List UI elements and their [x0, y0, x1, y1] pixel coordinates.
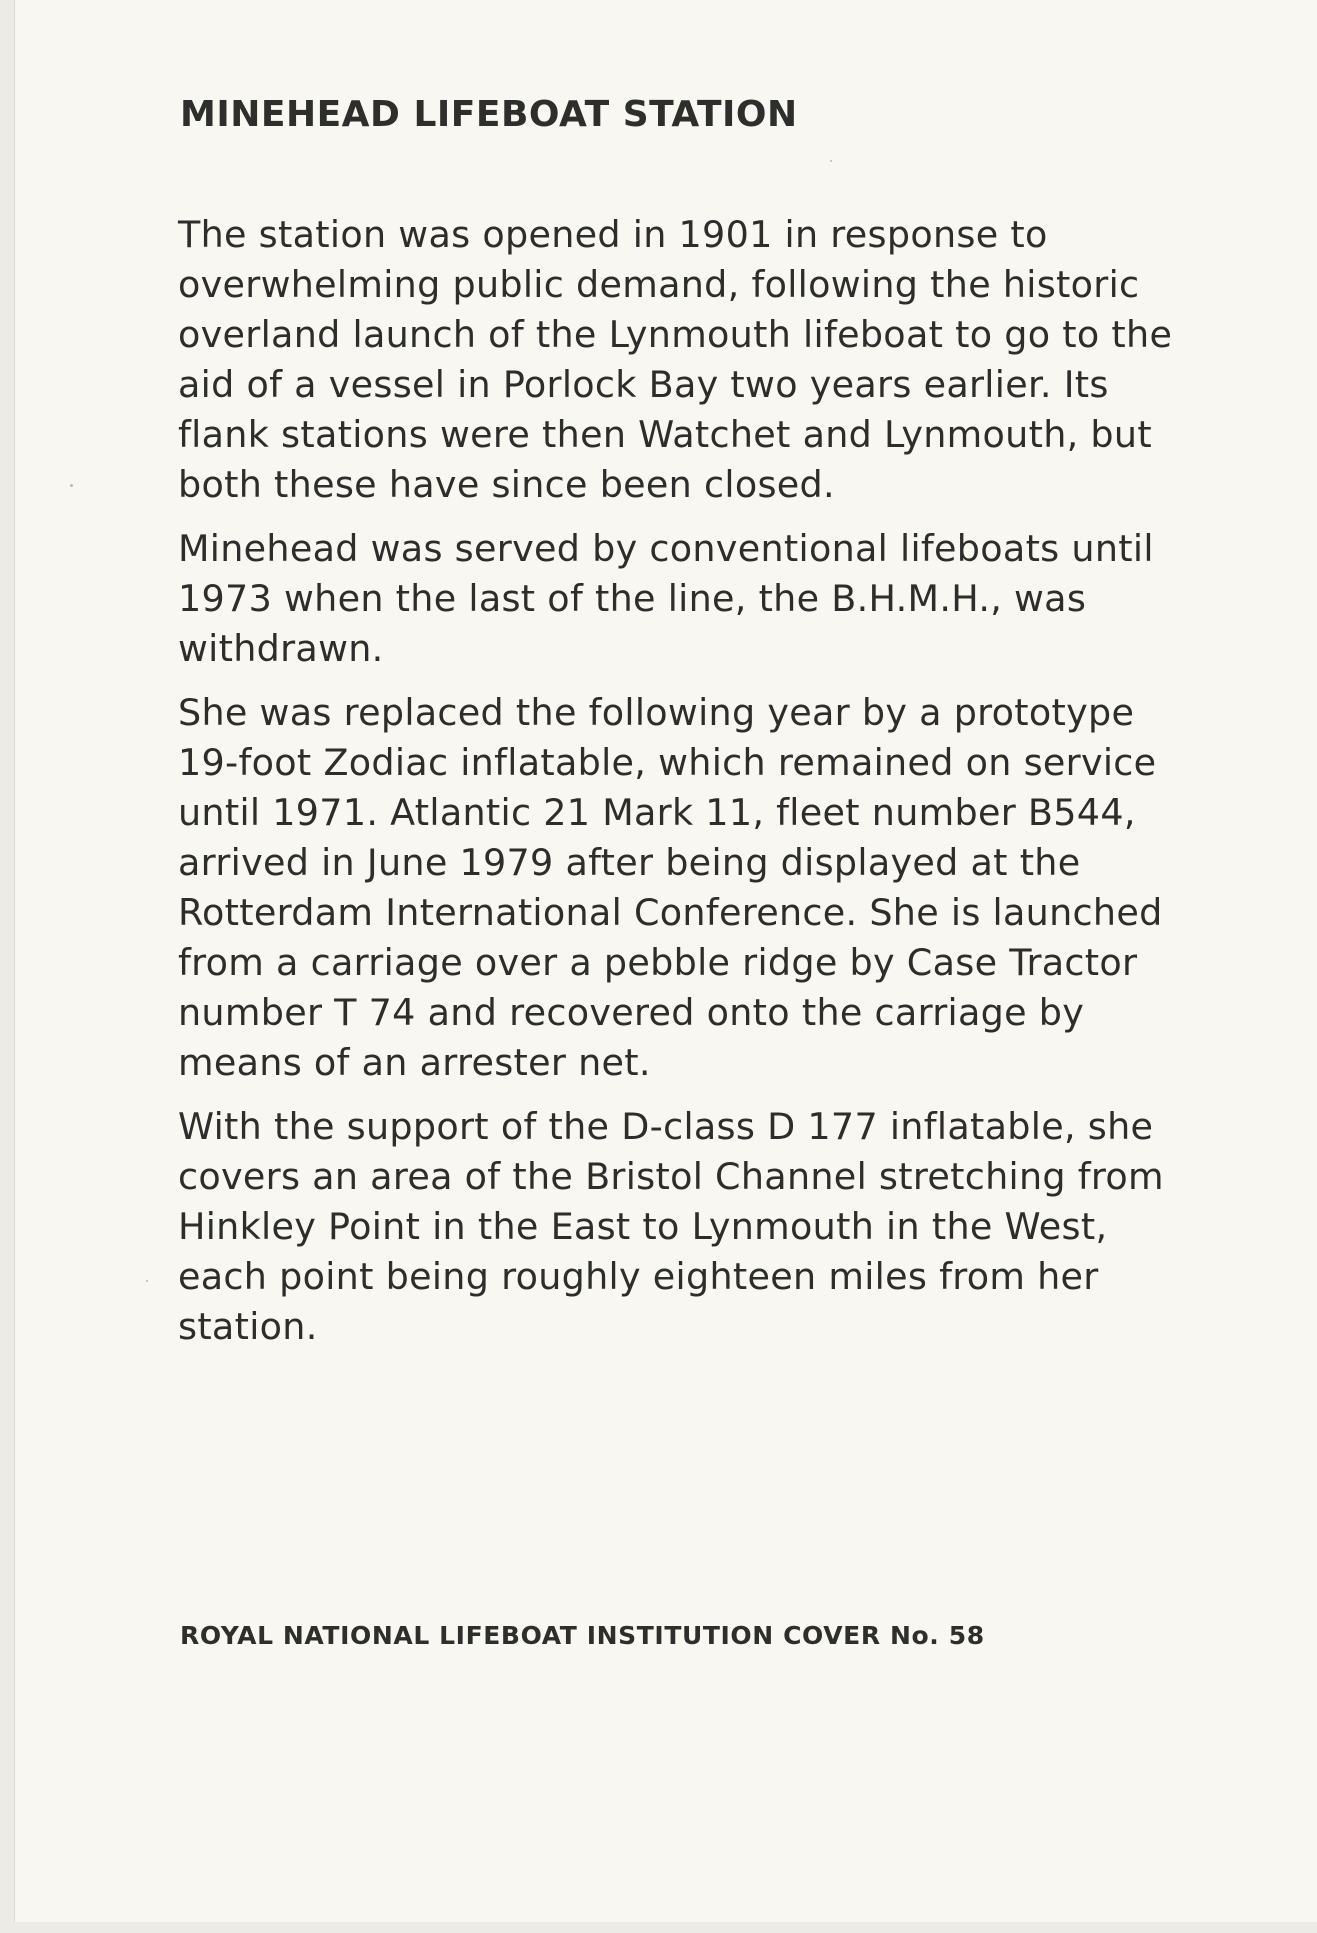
paragraph-replacement-boats: She was replaced the following year by a prototype 19-foot Zodiac inflatable, which remained on service until 1971. Atlantic 21 Mark 11, fleet number B544, arrived in June 1979 after being displayed at the Rotterdam International Conference. She is launched from a carriage over a pebble ridge by Case Tractor number T 74 and recovered onto the carriage by means of an arrester net. — [178, 691, 1163, 1084]
paper-speck — [146, 1280, 148, 1282]
document-card — [14, 0, 1317, 1922]
document-body — [178, 210, 1188, 1366]
paragraph-station-history: The station was opened in 1901 in response to overwhelming public demand, following the historic overland launch of the Lynmouth lifeboat to go to the aid of a vessel in Porlock Bay two years earlier. Its flank stations were then Watchet and Lynmouth, but both these have since been closed. — [178, 213, 1173, 506]
paper-speck — [70, 484, 73, 487]
document-footer: ROYAL NATIONAL LIFEBOAT INSTITUTION COVER No. 58 — [180, 1621, 985, 1650]
document-title: MINEHEAD LIFEBOAT STATION — [180, 94, 798, 135]
paragraph-coverage-area: With the support of the D-class D 177 inflatable, she covers an area of the Bristol Channel stretching from Hinkley Point in the East to Lynmouth in the West, each point being roughly eighteen miles from her station. — [178, 1105, 1164, 1348]
paragraph-conventional-lifeboats: Minehead was served by conventional lifeboats until 1973 when the last of the line, the B.H.M.H., was withdrawn. — [178, 527, 1154, 670]
paper-speck — [830, 160, 832, 162]
